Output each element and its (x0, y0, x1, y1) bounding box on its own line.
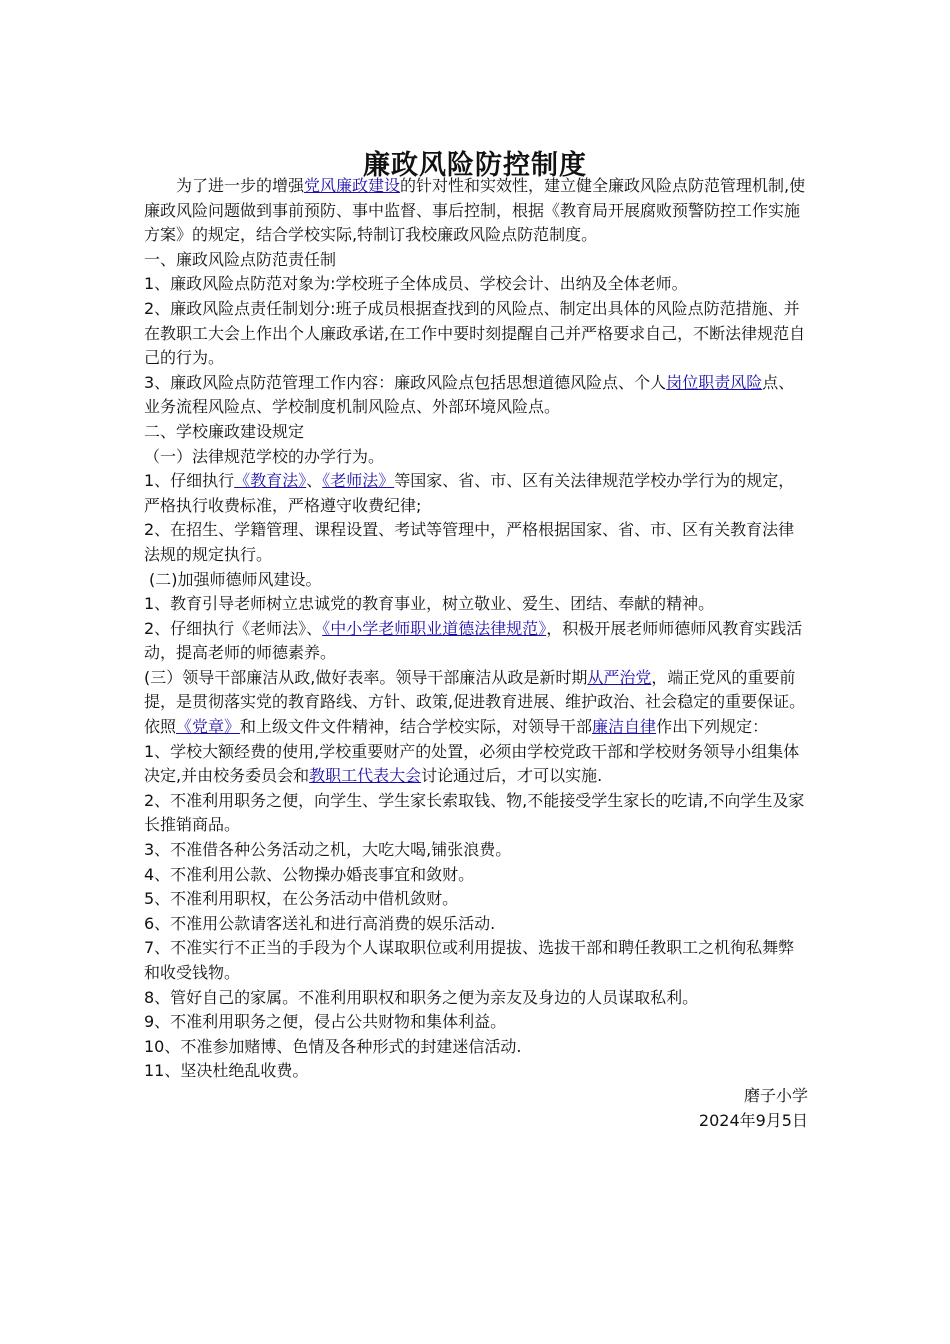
subsection-heading: （一）法律规范学校的办学行为。 (144, 446, 385, 466)
rule-item: 3、不准借各种公务活动之机，大吃大喝,铺张浪费。 (144, 840, 512, 860)
paragraph: 1、教育引导老师树立忠诚党的教育事业，树立敬业、爱生、团结、奉献的精神。 (144, 594, 715, 614)
paragraph: 2、在招生、学籍管理、课程设置、考试等管理中，严格根据国家、省、市、区有关教育法律法规的规定执行。 (144, 520, 795, 564)
document-body (144, 174, 808, 1133)
link-education-law[interactable]: 《教育法》 (234, 471, 307, 491)
rule-item: 10、不准参加赌博、色情及各种形式的封建迷信活动. (144, 1036, 522, 1056)
rule-item: 1、学校大额经费的使用,学校重要财产的处置，必须由学校党政干部和学校财务领导小组集体决定,并由校务委员会和教职工代表大会讨论通过后，才可以实施. (144, 741, 800, 786)
rule-item: 2、不准利用职务之便，向学生、学生家长索取钱、物,不能接受学生家长的吃请,不向学生及家长推销商品。 (144, 790, 805, 835)
signature-date: 2024年9月5日 (698, 1110, 808, 1130)
rule-item: 8、管好自己的家属。不准利用职权和职务之便为亲友及身边的人员谋取私利。 (144, 987, 699, 1007)
rule-item: 6、不准用公款请客送礼和进行高消费的娱乐活动. (144, 913, 496, 933)
rule-item: 4、不准利用公款、公物操办婚丧事宜和敛财。 (144, 864, 475, 884)
rule-item: 7、不准实行不正当的手段为个人谋取职位或利用提拔、选拔干部和聘任教职工之机徇私舞弊和收受钱物。 (144, 938, 795, 982)
section-heading-1: 一、廉政风险点防范责任制 (144, 249, 337, 269)
link-self-discipline[interactable]: 廉洁自律 (592, 717, 657, 737)
link-teacher-law[interactable]: 《老师法》 (322, 471, 395, 491)
section-heading-2: 二、学校廉政建设规定 (144, 421, 305, 441)
link-job-risk[interactable]: 岗位职责风险 (666, 372, 763, 392)
paragraph: 1、仔细执行《教育法》、《老师法》等国家、省、市、区有关法律规范学校办学行为的规定，严格执行收费标准，严格遵守收费纪律; (144, 471, 795, 515)
paragraph: 3、廉政风险点防范管理工作内容：廉政风险点包括思想道德风险点、个人岗位职责风险点、业务流程风险点、学校制度机制风险点、外部环境风险点。 (144, 372, 795, 417)
intro-paragraph: 为了进一步的增强党风廉政建设的针对性和实效性，建立健全廉政风险点防范管理机制,使廉政风险问题做到事前预防、事中监督、事后控制，根据《教育局开展腐败预警防控工作实施方案》的规定，结合学校实际,特制订我校廉政风险点防范制度。 (144, 176, 806, 245)
link-party-constitution[interactable]: 《党章》 (176, 717, 241, 737)
paragraph: (三）领导干部廉洁从政,做好表率。领导干部廉洁从政是新时期从严治党，端正党风的重要前提，是贯彻落实党的教育路线、方针、政策,促进教育进展、维护政治、社会稳定的重要保证。依照《党章》和上级文件文件精神，结合学校实际，对领导干部廉洁自律作出下列规定： (144, 667, 806, 737)
subsection-heading: (二)加强师德师风建设。 (149, 569, 322, 589)
paragraph: 2、仔细执行《老师法》、《中小学老师职业道德法律规范》，积极开展老师师德师风教育实践活动，提高老师的师德素养。 (144, 618, 803, 663)
link-teacher-ethics-code[interactable]: 《中小学老师职业道德法律规范》 (322, 618, 547, 638)
rule-item: 5、不准利用职权，在公务活动中借机敛财。 (144, 889, 459, 909)
rule-item: 9、不准利用职务之便，侵占公共财物和集体利益。 (144, 1012, 507, 1032)
paragraph: 1、廉政风险点防范对象为:学校班子全体成员、学校会计、出纳及全体老师。 (144, 274, 688, 294)
signature-org: 磨子小学 (743, 1085, 808, 1105)
link-party-integrity[interactable]: 党风廉政建设 (304, 176, 401, 195)
page-title: 廉政风险防控制度 (363, 150, 587, 182)
link-staff-congress[interactable]: 教职工代表大会 (309, 766, 422, 786)
link-strict-governance[interactable]: 从严治党 (587, 667, 652, 687)
rule-item: 11、坚决杜绝乱收费。 (144, 1061, 309, 1081)
paragraph: 2、廉政风险点责任制划分:班子成员根据查找到的风险点、制定出具体的风险点防范措施、并在教职工大会上作出个人廉政承诺,在工作中要时刻提醒自己并严格要求自己，不断法律规范自己的行为。 (144, 298, 806, 368)
